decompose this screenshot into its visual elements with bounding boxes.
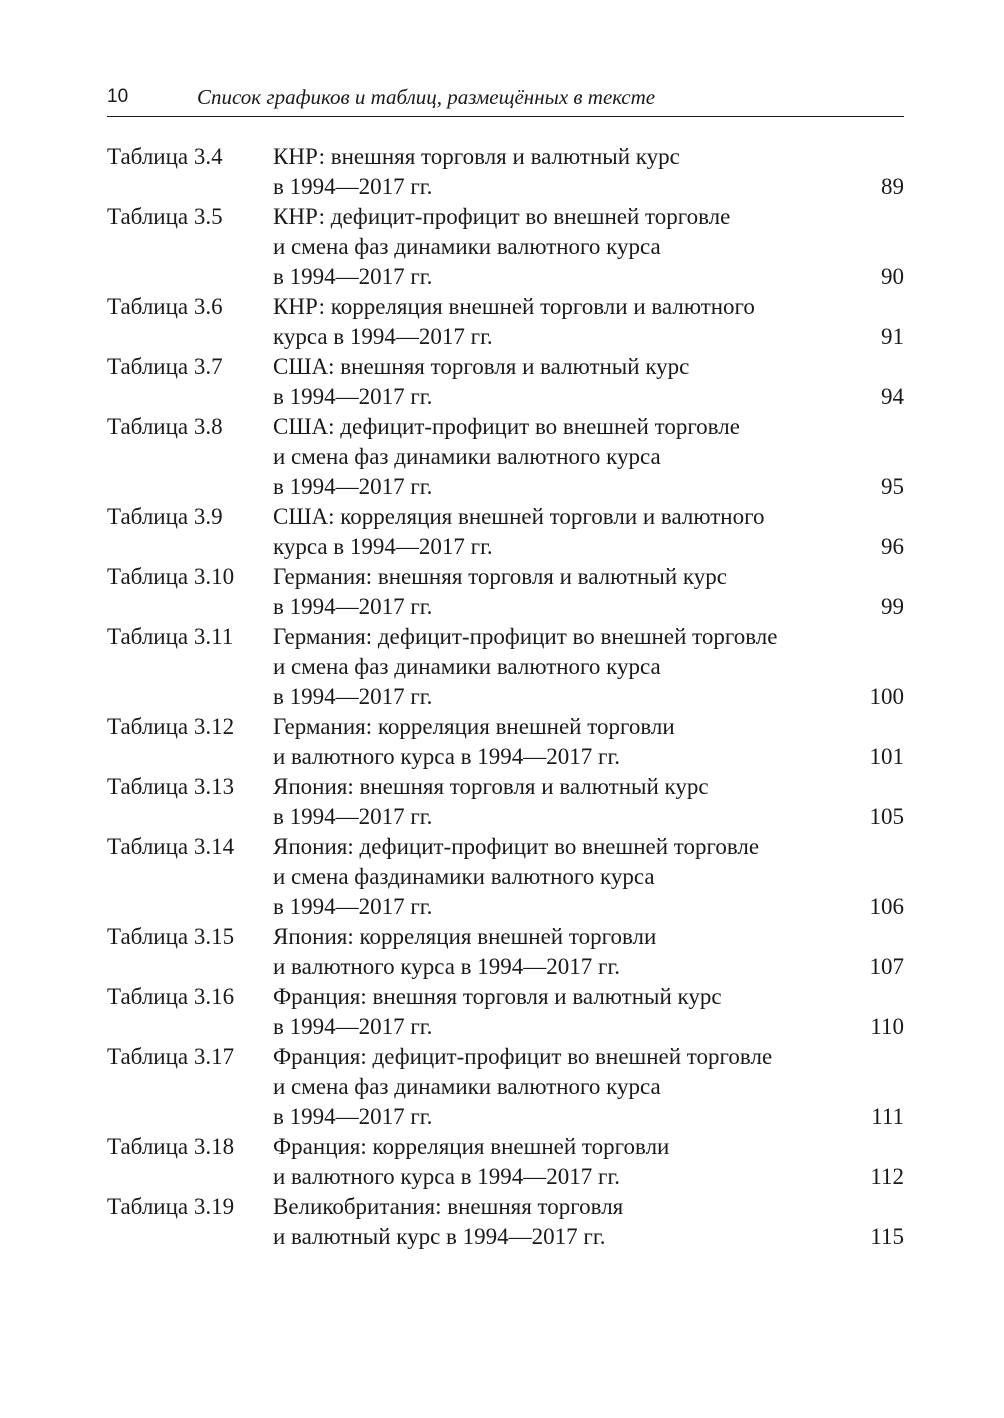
header-divider	[107, 116, 904, 117]
entry-label: Таблица 3.17	[107, 1044, 235, 1069]
page-number: 10	[107, 86, 129, 107]
entry-label: Таблица 3.12	[107, 714, 235, 739]
entry-title	[273, 1042, 848, 1132]
entry-title	[273, 922, 848, 982]
entry-page-number: 106	[869, 894, 904, 919]
entry-title	[273, 622, 848, 712]
entry-title	[273, 1132, 848, 1192]
entry-title-line: в 1994—2017 гг.	[273, 384, 433, 409]
entry-title-line: в 1994—2017 гг.	[273, 804, 433, 829]
entry-title	[273, 142, 848, 202]
entry-title-line: КНР: внешняя торговля и валютный курс	[273, 144, 680, 169]
entry-title	[273, 502, 848, 562]
entry-label: Таблица 3.18	[107, 1134, 235, 1159]
entry-title-line: Франция: внешняя торговля и валютный курс	[273, 984, 722, 1009]
entry-title-line: в 1994—2017 гг.	[273, 474, 433, 499]
toc-entry	[107, 202, 904, 292]
entry-label: Таблица 3.4	[107, 144, 223, 169]
entry-title-line: КНР: корреляция внешней торговли и валютного	[273, 294, 755, 319]
toc-entry	[107, 562, 904, 622]
entry-title-line: и смена фаз динамики валютного курса	[273, 654, 661, 679]
entry-page-number: 94	[881, 384, 904, 409]
entry-title	[273, 712, 848, 772]
toc-entry	[107, 982, 904, 1042]
entry-title-line: Великобритания: внешняя торговля	[273, 1194, 624, 1219]
entry-title-line: и смена фаз динамики валютного курса	[273, 444, 661, 469]
entry-label: Таблица 3.10	[107, 564, 235, 589]
entry-title	[273, 832, 848, 922]
entry-title	[273, 562, 848, 622]
entry-title-line: в 1994—2017 гг.	[273, 684, 433, 709]
running-head	[107, 82, 904, 114]
entry-label: Таблица 3.14	[107, 834, 235, 859]
entry-label: Таблица 3.11	[107, 624, 234, 649]
entry-title	[273, 352, 848, 412]
toc-entry	[107, 292, 904, 352]
toc-entry	[107, 142, 904, 202]
entry-label: Таблица 3.19	[107, 1194, 235, 1219]
entry-page-number: 99	[881, 594, 904, 619]
entry-title-line: Япония: дефицит-профицит во внешней торговле	[273, 834, 760, 859]
entry-title-line: Германия: корреляция внешней торговли	[273, 714, 675, 739]
entry-page-number: 111	[871, 1104, 904, 1129]
entry-title	[273, 412, 848, 502]
entry-title-line: США: внешняя торговля и валютный курс	[273, 354, 690, 379]
entry-title-line: курса в 1994—2017 гг.	[273, 324, 493, 349]
entry-title	[273, 292, 848, 352]
entry-label: Таблица 3.5	[107, 204, 223, 229]
entry-page-number: 95	[881, 474, 904, 499]
entry-label: Таблица 3.16	[107, 984, 235, 1009]
toc-entry	[107, 352, 904, 412]
toc-entry	[107, 832, 904, 922]
entry-title-line: в 1994—2017 гг.	[273, 1014, 433, 1039]
entry-page-number: 101	[869, 744, 904, 769]
toc-entry	[107, 412, 904, 502]
entry-title-line: в 1994—2017 гг.	[273, 1104, 433, 1129]
entry-title-line: и смена фаздинамики валютного курса	[273, 864, 655, 889]
entry-title-line: КНР: дефицит-профицит во внешней торговле	[273, 204, 731, 229]
entry-title	[273, 772, 848, 832]
entry-label: Таблица 3.13	[107, 774, 235, 799]
toc-entry	[107, 1192, 904, 1252]
entry-title-line: в 1994—2017 гг.	[273, 594, 433, 619]
entry-title-line: курса в 1994—2017 гг.	[273, 534, 493, 559]
entry-page-number: 107	[869, 954, 904, 979]
entry-title-line: и валютный курс в 1994—2017 гг.	[273, 1224, 606, 1249]
entry-title-line: и валютного курса в 1994—2017 гг.	[273, 1164, 621, 1189]
entry-title-line: Франция: корреляция внешней торговли	[273, 1134, 670, 1159]
entry-label: Таблица 3.7	[107, 354, 223, 379]
toc-entry	[107, 772, 904, 832]
entry-title-line: Франция: дефицит-профицит во внешней торговле	[273, 1044, 773, 1069]
entry-title	[273, 202, 848, 292]
entry-page-number: 110	[870, 1014, 904, 1039]
entry-title-line: в 1994—2017 гг.	[273, 894, 433, 919]
entry-page-number: 105	[869, 804, 904, 829]
toc-entry	[107, 922, 904, 982]
toc-entry	[107, 502, 904, 562]
toc-entry	[107, 1042, 904, 1132]
entry-label: Таблица 3.6	[107, 294, 223, 319]
toc-entry	[107, 712, 904, 772]
toc-entry	[107, 622, 904, 712]
entry-page-number: 112	[870, 1164, 904, 1189]
entry-title-line: и валютного курса в 1994—2017 гг.	[273, 744, 621, 769]
entry-label: Таблица 3.9	[107, 504, 223, 529]
running-title: Список графиков и таблиц, размещённых в тексте	[197, 85, 656, 109]
entry-title	[273, 982, 848, 1042]
entry-page-number: 115	[870, 1224, 904, 1249]
entry-page-number: 100	[869, 684, 904, 709]
table-list	[107, 142, 904, 1252]
entry-title-line: и смена фаз динамики валютного курса	[273, 1074, 661, 1099]
entry-label: Таблица 3.8	[107, 414, 223, 439]
entry-page-number: 96	[881, 534, 904, 559]
entry-title-line: Япония: внешняя торговля и валютный курс	[273, 774, 709, 799]
entry-page-number: 91	[881, 324, 904, 349]
entry-label: Таблица 3.15	[107, 924, 235, 949]
entry-title-line: Япония: корреляция внешней торговли	[273, 924, 657, 949]
entry-title-line: США: корреляция внешней торговли и валютного	[273, 504, 765, 529]
entry-title-line: Германия: дефицит-профицит во внешней торговле	[273, 624, 778, 649]
toc-entry	[107, 1132, 904, 1192]
entry-page-number: 90	[881, 264, 904, 289]
entry-title-line: и смена фаз динамики валютного курса	[273, 234, 661, 259]
entry-title-line: и валютного курса в 1994—2017 гг.	[273, 954, 621, 979]
entry-title-line: в 1994—2017 гг.	[273, 174, 433, 199]
entry-title-line: Германия: внешняя торговля и валютный курс	[273, 564, 727, 589]
entry-title-line: США: дефицит-профицит во внешней торговле	[273, 414, 740, 439]
entry-page-number: 89	[881, 174, 904, 199]
entry-title-line: в 1994—2017 гг.	[273, 264, 433, 289]
entry-title	[273, 1192, 848, 1252]
